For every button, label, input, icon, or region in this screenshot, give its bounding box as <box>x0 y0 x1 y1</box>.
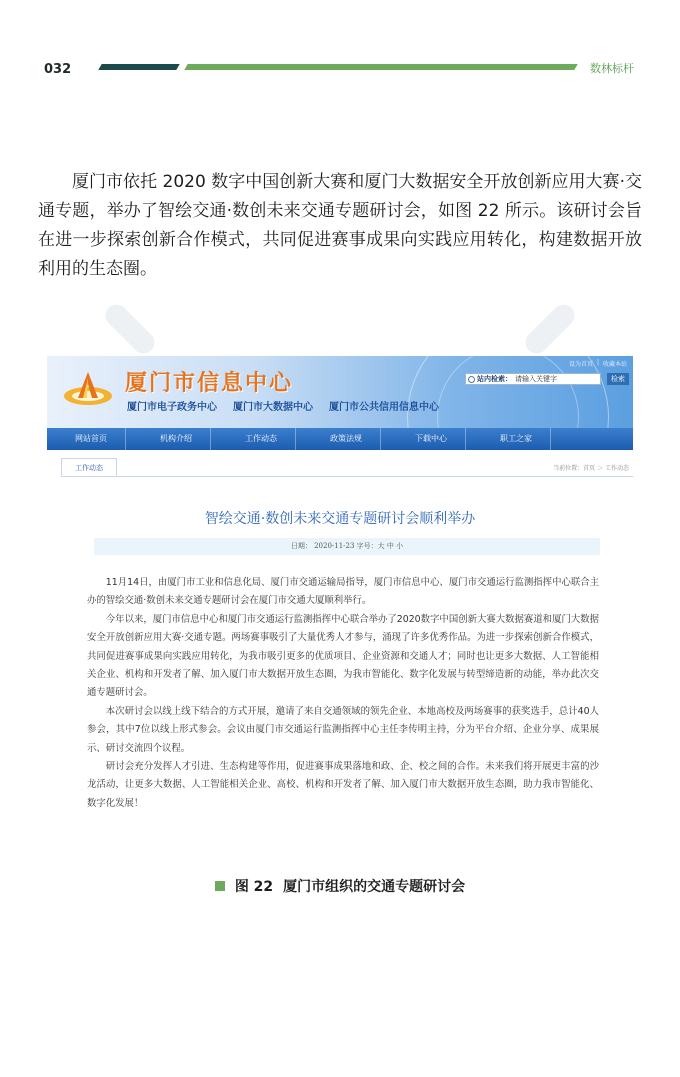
bookmark-link[interactable]: 收藏本站 <box>602 361 627 368</box>
article-body <box>87 574 599 813</box>
article-paragraph: 11月14日，由厦门市工业和信息化局、厦门市交通运输局指导，厦门市信息中心、厦门市交通运行监测指挥中心联合主办的智绘交通·数创未来交通专题研讨会在厦门市交通大厦顺利举行。 <box>87 577 599 607</box>
header-bar-dark <box>98 64 179 70</box>
nav-item-about[interactable]: 机构介绍 <box>142 428 211 450</box>
nav-item-staff[interactable]: 职工之家 <box>482 428 551 450</box>
tab-bar <box>61 458 633 477</box>
search-placeholder: 请输入关键字 <box>515 375 557 383</box>
header-bar-green <box>184 64 577 70</box>
caption-text: 厦门市组织的交通专题研讨会 <box>283 879 466 895</box>
figure-caption <box>0 876 680 896</box>
breadcrumb: 当前位置：首页 ＞ 工作动态 <box>553 465 629 472</box>
page-number: 032 <box>44 62 72 77</box>
article-paragraph: 今年以来，厦门市信息中心和厦门市交通运行监测指挥中心联合举办了2020数字中国创新大赛大数据赛道和厦门大数据安全开放创新应用大赛·交通专题。两场赛事吸引了大量优秀人才参与，涌现了许多优秀作品。为进一步探索创新合作模式，共同促进赛事成果向实践应用转化，为我市吸引更多的优质项目、企业资源和交通人才；同时也让更多大数据、人工智能相关企业、机构和开发者了解、加入厦门市大数据开放生态圈，为我市智能化、数字化发展与转型缔造新的动能，举办此次交通专题研讨会。 <box>87 613 599 699</box>
page-header <box>0 0 680 90</box>
site-title: 厦门市信息中心 <box>125 371 294 396</box>
site-logo-icon <box>61 368 115 408</box>
article-paragraph: 本次研讨会以线上线下结合的方式开展，邀请了来自交通领域的领先企业、本地高校及两场赛事的获奖选手，总计40人参会，其中7位以线上形式参会。会议由厦门市交通运行监测指挥中心主任李传明主持，分为平台介绍、企业分享、成果展示、研讨交流四个议程。 <box>87 705 599 754</box>
nav-item-policy[interactable]: 政策法规 <box>312 428 381 450</box>
site-banner <box>47 356 633 428</box>
nav-item-home[interactable]: 网站首页 <box>57 428 126 450</box>
tab-work-news[interactable]: 工作动态 <box>61 458 117 476</box>
site-subtitle: 厦门市电子政务中心 <box>127 402 217 413</box>
search-input[interactable] <box>465 373 601 385</box>
nav-item-news[interactable]: 工作动态 <box>227 428 296 450</box>
intro-paragraph: 厦门市依托 2020 数字中国创新大赛和厦门大数据安全开放创新应用大赛·交通专题，举办了智绘交通·数创未来交通专题研讨会，如图 22 所示。该研讨会旨在进一步探索创新合作模式，共同促进赛事成果向实践应用转化，构建数据开放利用的生态圈。 <box>38 172 642 279</box>
nav-item-download[interactable]: 下载中心 <box>397 428 466 450</box>
site-subtitle: 厦门市公共信用信息中心 <box>329 402 439 413</box>
search-label: 站内检索： <box>477 375 512 383</box>
site-nav <box>47 428 633 450</box>
article-title: 智绘交通·数创未来交通专题研讨会顺利举办 <box>204 511 476 527</box>
search-button[interactable]: 检索 <box>607 373 629 385</box>
article-paragraph: 研讨会充分发挥人才引进、生态构建等作用，促进赛事成果落地和政、企、校之间的合作。未来我们将开展更丰富的沙龙活动，让更多大数据、人工智能相关企业、高校、机构和开发者了解、加入厦门市大数据开放生态圈，助力我市智能化、数字化发展！ <box>87 761 599 809</box>
caption-bullet-icon <box>215 881 225 891</box>
header-brand: 数林标杆 <box>590 62 634 75</box>
site-subtitle: 厦门市大数据中心 <box>233 402 313 413</box>
search-icon <box>468 376 475 383</box>
decor-pill-right <box>521 300 579 358</box>
website-screenshot <box>47 356 633 848</box>
site-top-links <box>569 359 627 368</box>
caption-number: 图 22 <box>234 879 274 895</box>
site-subtitles <box>127 398 439 413</box>
link-divider: | <box>596 359 599 366</box>
set-homepage-link[interactable]: 设为首页 <box>568 361 593 368</box>
article-meta: 日期： 2020-11-23 字号：大 中 小 <box>94 538 600 555</box>
decor-pill-left <box>101 300 159 358</box>
